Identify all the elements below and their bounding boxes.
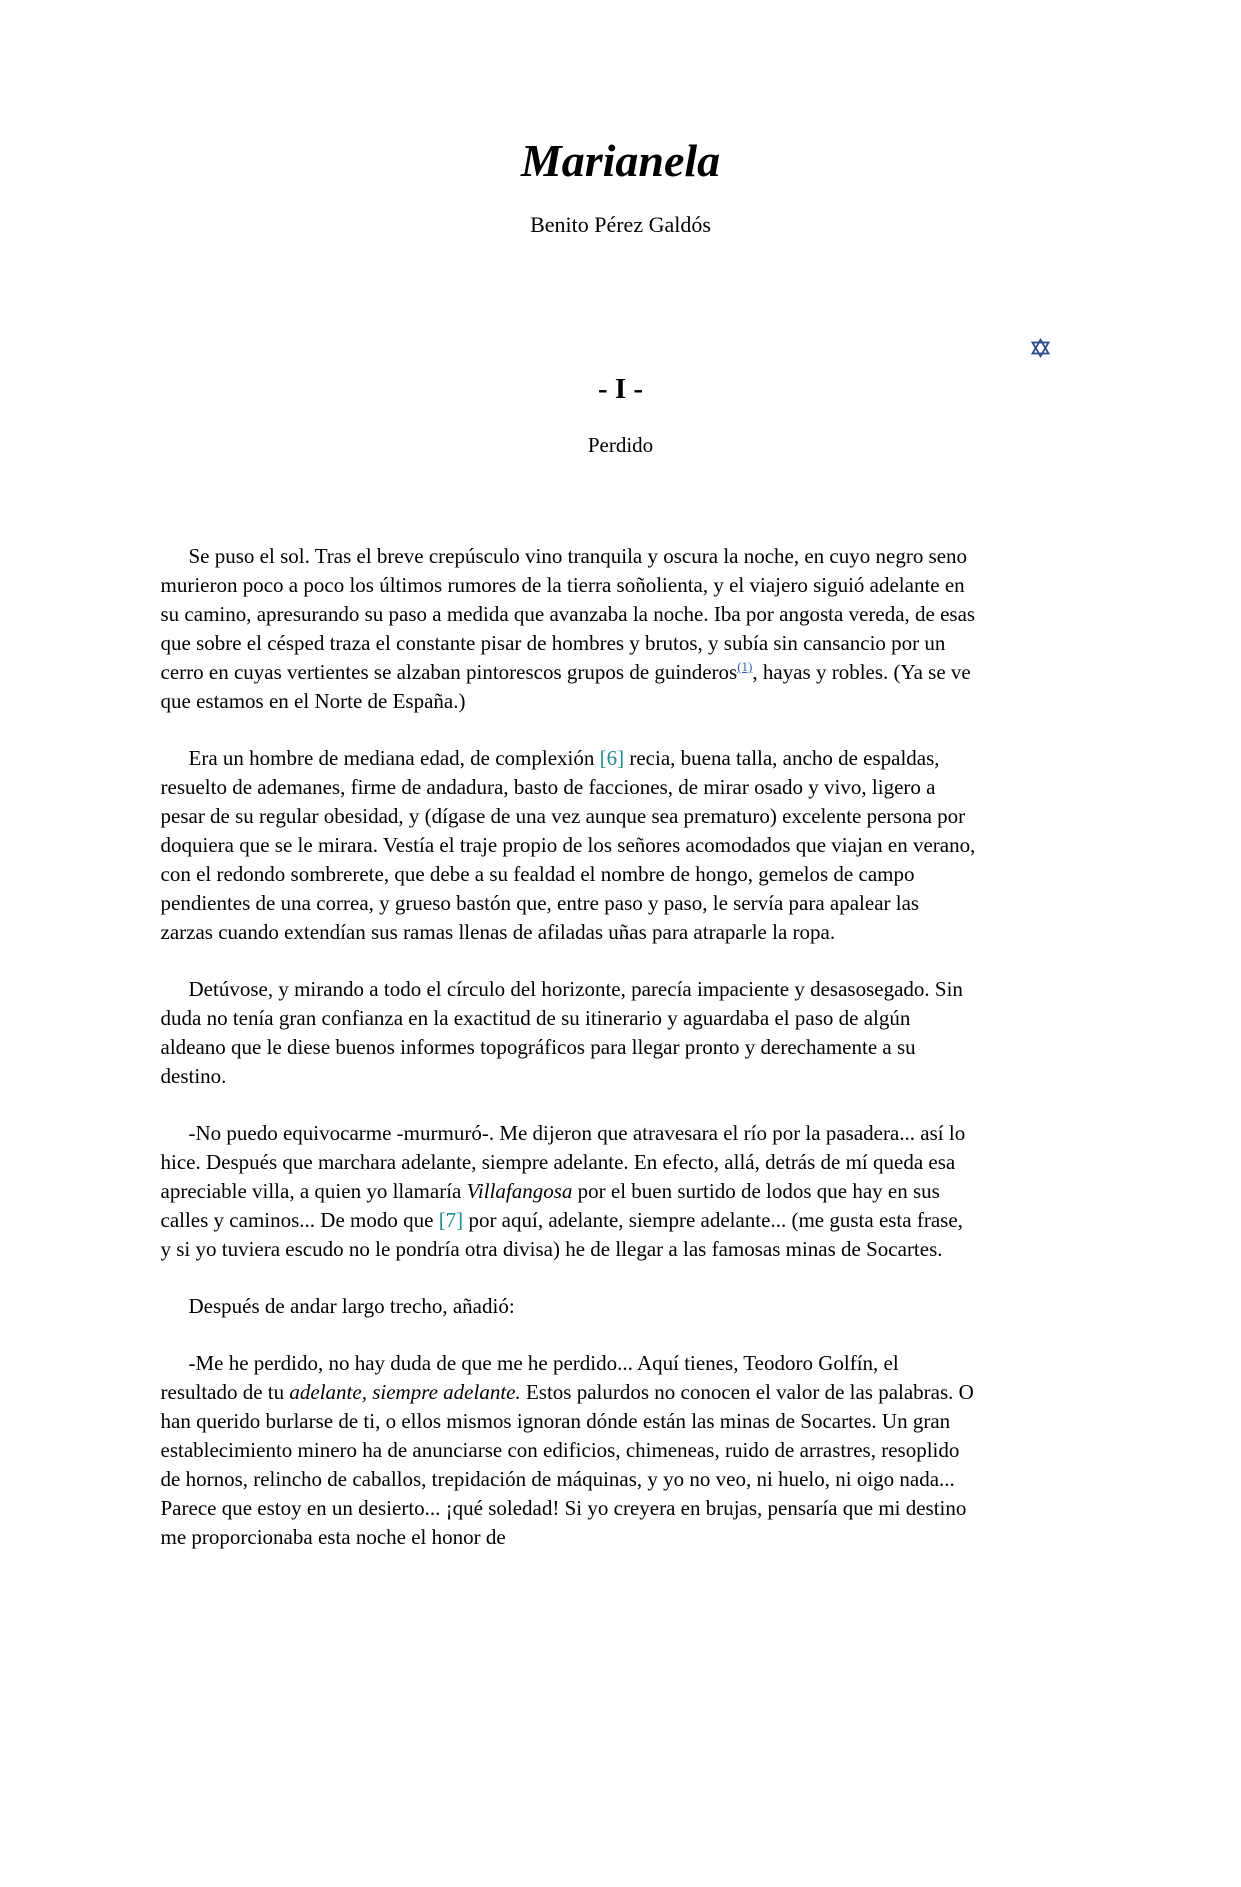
paragraph — [161, 744, 1081, 947]
paragraph — [161, 1119, 1081, 1264]
book-page — [161, 133, 1081, 1700]
text-segment: Detúvose, y mirando a todo el círculo del horizonte, parecía impaciente y desasosegado. Sin duda no tenía gran confianza en la exactitud de su itinerario y aguardaba el paso de algún aldeano que le diese buenos informes topográficos para llegar pronto y derechamente a su destino. — [160, 977, 963, 1089]
chapter-number: - I - — [597, 373, 644, 406]
page-ref-link[interactable]: [7] — [438, 1208, 464, 1233]
chapter-title: Perdido — [587, 433, 654, 458]
decoration-row — [161, 338, 1081, 364]
text-segment: Se puso el sol. Tras el breve crepúsculo vino tranquila y oscura la noche, en cuyo negro seno murieron poco a poco los últimos rumores de la tierra soñolienta, y el viajero siguió adelante en su camino, apresurando su paso a medida que avanzaba la noche. Iba por angosta vereda, de esas que sobre el césped traza el constante pisar de hombres y brutos, y subía sin cansancio por un cerro en cuyas vertientes se alzaban pintorescos grupos de guinderos — [160, 544, 976, 685]
footnote-link[interactable]: (1) — [737, 659, 753, 675]
paragraph — [161, 542, 1081, 716]
footnote-superscript — [737, 659, 752, 674]
text-segment: por aquí, adelante, siempre adelante... (me gusta esta frase, y si yo tuviera escudo no le pondría otra divisa) he de llegar a las famosas minas de Socartes. — [160, 1208, 963, 1262]
text-segment: por el buen surtido de lodos que hay en sus calles y caminos... De modo que — [160, 1179, 940, 1233]
paragraph — [161, 975, 1081, 1091]
hexagram-icon — [1030, 339, 1051, 356]
text-segment: Era un hombre de mediana edad, de complexión — [188, 746, 600, 771]
book-title: Marianela — [520, 135, 721, 186]
italic-text-segment: adelante, siempre adelante. — [289, 1380, 521, 1405]
page-ref-link[interactable]: [6] — [599, 746, 625, 771]
text-segment: Después de andar largo trecho, añadió: — [188, 1294, 515, 1319]
paragraph — [161, 1292, 1081, 1321]
book-author: Benito Pérez Galdós — [530, 212, 711, 238]
paragraph — [161, 1349, 1081, 1552]
text-segment: -Me he perdido, no hay duda de que me he perdido... Aquí tienes, Teodoro Golfín, el resultado de tu — [160, 1351, 899, 1405]
text-segment: -No puedo equivocarme -murmuró-. Me dijeron que atravesara el río por la pasadera... así lo hice. Después que marchara adelante, siempre adelante. En efecto, allá, detrás de mí queda esa apreciable villa, a quien yo llamaría — [160, 1121, 966, 1204]
text-segment: Estos palurdos no conocen el valor de las palabras. O han querido burlarse de ti, o ellos mismos ignoran dónde están las minas de Socartes. Un gran establecimiento minero ha de anunciarse con edificios, chimeneas, ruido de arrastres, resoplido de hornos, relincho de caballos, trepidación de máquinas, y yo no veo, ni huelo, ni oigo nada... Parece que estoy en un desierto... ¡qué soledad! Si yo creyera en brujas, pensaría que mi destino me proporcionaba esta noche el honor de — [160, 1380, 974, 1550]
body-text — [161, 542, 1081, 1700]
italic-text-segment: Villafangosa — [466, 1179, 573, 1204]
text-segment: recia, buena talla, ancho de espaldas, resuelto de ademanes, firme de andadura, basto de facciones, de mirar osado y vivo, ligero a pesar de su regular obesidad, y (dígase de una vez aunque sea prematuro) excelente persona por doquiera que se le mirara. Vestía el traje propio de los señores acomodados que viajan en verano, con el redondo sombrerete, que debe a su fealdad el nombre de hongo, gemelos de campo pendientes de una correa, y grueso bastón que, entre paso y paso, le servía para apalear las zarzas cuando extendían sus ramas llenas de afiladas uñas para atraparle la ropa. — [160, 746, 976, 945]
text-segment: , hayas y robles. (Ya se ve que estamos en el Norte de España.) — [160, 660, 971, 714]
